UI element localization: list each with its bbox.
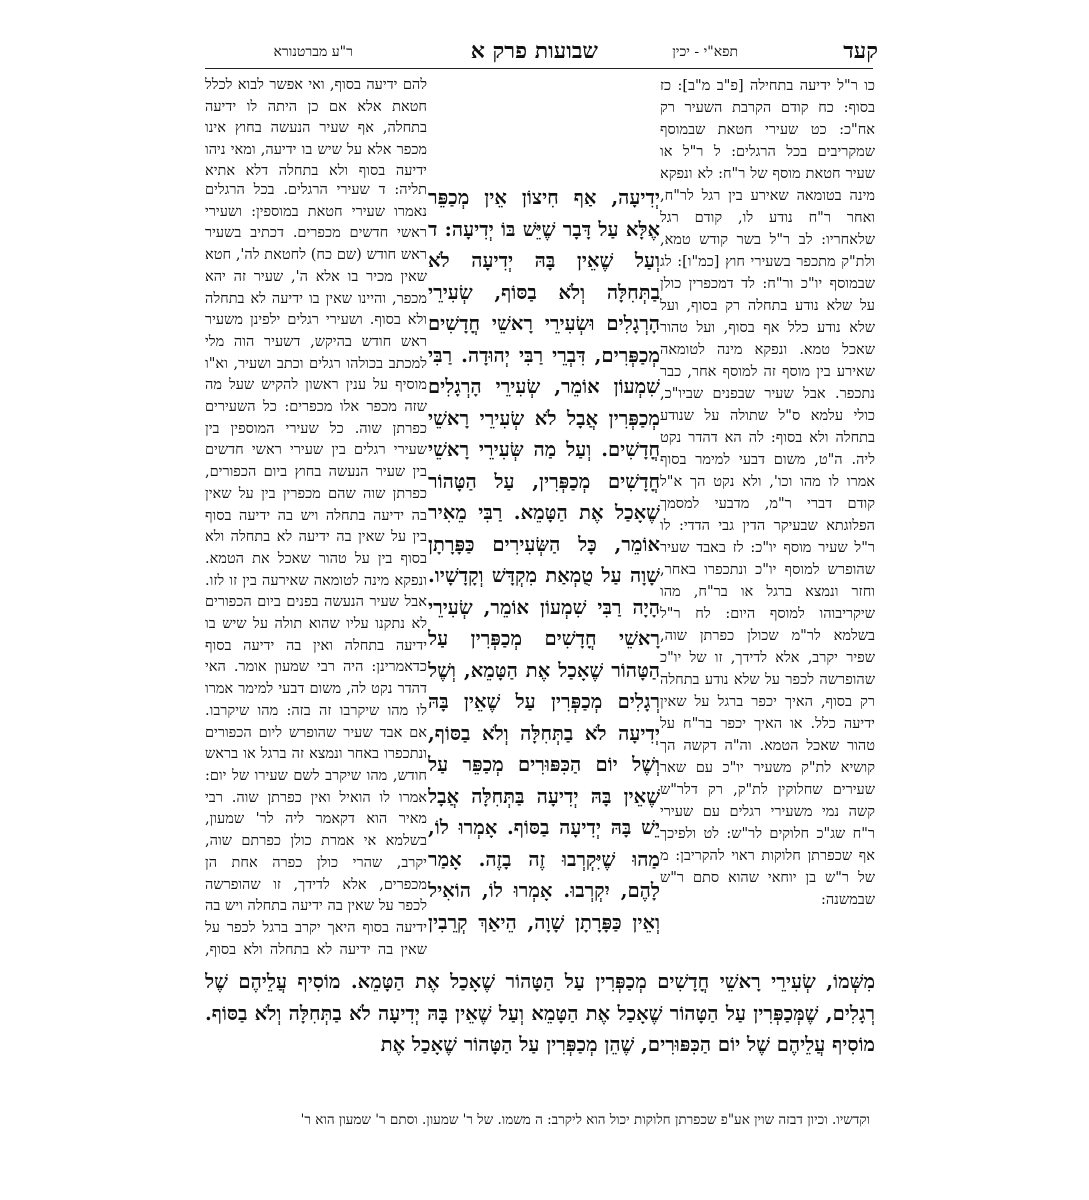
commentary-name: ר"ע מברטנורא (273, 44, 353, 60)
yachin-commentary-column: כו ר"ל ידיעה בתחילה [פ"ב מ"ב]: כז בסוף: כח קודם הקרבת השעיר רק אח"כ: כט שעירי חטאת שבמוסף שמקריבים בכל הרגלים: ל ר"ל או שעיר חטאת מוסף של ר"ח: לא ונפקא מינה בטומאה שאירע בין רגל לר"ח, ואחר ר"ח נודע לו, קודם רגל שלאחריו: לב ר"ל בשר קודש טמא, ולת"ק מתכפר בשעירי חוץ [כמ"ו]: לג שבמוסף יו"כ ור"ח: לד דמכפרין כולן על שלא נודע בתחלה רק בסוף, ועל שלא נודע כלל אף בסוף, ועל טהור שאכל טמא. ונפקא מינה לטומאה שאירע בין מוסף זה למוסף אחר, כבר נתכפר. אבל שעיר שבפנים שביו"כ, כולי עלמא ס"ל שתולה על שנודע בתחלה ולא בסוף: לה הא דהדר נקט ליה. ה"ט, משום דבעי למימר בסוף אמרו לו מהו וכו', ולא נקט הך א"ל קודם דברי ר"מ, מדבעי למסמך הפלוגתא שבעיקר הדין גבי הדדי: לו ר"ל שעיר מוסף יו"כ: לז באבד שעיר שהופרש למוסף יו"כ ונתכפרו באחר, וחזר ונמצא ברגל או בר"ח, מהו שיקריבוהו למוסף היום: לח ר"ל בשלמא לר"מ שכולן כפרתן שוה, שפיר יקרב, אלא לדידך, זו של יו"כ שהופרשה לכפר על שלא נודע בתחלה רק בסוף, האיך יכפר ברגל על שאין ידיעה כלל. או האיך יכפר בר"ח על טהור שאכל הטמא. וה"ה דקשה הך קושיא לת"ק משעיר יו"כ עם שאר שעירים שחלוקין לת"ק, רק דלר"ש קשה נמי משעירי רגלים עם שעירי ר"ח שג"כ חלוקים לר"ש: לט ולפיכך אף שכפרתן חלוקות ראוי להקריבן: מ של ר"ש בן יוחאי שהוא סתם ר"ש שבמשנה: (660, 78, 875, 908)
bartenura-commentary-top: להם ידיעה בסוף, ואי אפשר לבוא לכלל חטאת אלא אם כן היתה לו ידיעה בתחלה, אף שעיר הנעשה בחוץ אינו מכפר אלא על שיש בו ידיעה, ומאי ניהו ידיעה בסוף ולא בתחלה דלא אתיא (205, 77, 427, 179)
header-divider (205, 68, 873, 69)
running-header (208, 38, 878, 68)
page-number: קעד (843, 38, 878, 64)
footnote-line: וקדשיו. וכיון דבזה שוין אע"פ שכפרתן חלוקות יכול הוא ליקרב: ה משמו. של ר' שמעון. וסתם ר' שמעון הוא ר' (300, 1112, 870, 1128)
page-title: שבועות פרק א (470, 38, 598, 64)
commentary-range: תפא"י - יכין (672, 44, 738, 60)
mishnah-main-text: יְדִיעָה, אַף חִיצוֹן אֵין מְכַפֵּר אֶלָּא עַל דָּבָר שֶׁיֵּשׁ בּוֹ יְדִיעָה: ד וְעַל שֶׁאֵין בָּהּ יְדִיעָה לֹא בַתְּחִלָּה וְלֹא בַסּוֹף, שְׂעִירֵי הָרְגָלִים וּשְׂעִירֵי רָאשֵׁי חֳדָשִׁים מְכַפְּרִים, דִּבְרֵי רַבִּי יְהוּדָה. רַבִּי שִׁמְעוֹן אוֹמֵר, שְׂעִירֵי הָרְגָלִים מְכַפְּרִין אֲבָל לֹא שְׂעִירֵי רָאשֵׁי חֳדָשִׁים. וְעַל מַה שְּׂעִירֵי רָאשֵׁי חֳדָשִׁים מְכַפְּרִין, עַל הַטָּהוֹר שֶׁאָכַל אֶת הַטָּמֵא. רַבִּי מֵאִיר אוֹמֵר, כָּל הַשְּׂעִירִים כַּפָּרָתָן שָׁוָה עַל טֻמְאַת מִקְדָּשׁ וְקָדָשָׁיו. הָיָה רַבִּי שִׁמְעוֹן אוֹמֵר, שְׂעִירֵי רָאשֵׁי חֳדָשִׁים מְכַפְּרִין עַל הַטָּהוֹר שֶׁאָכַל אֶת הַטָּמֵא, וְשֶׁל רְגָלִים מְכַפְּרִין עַל שֶׁאֵין בָּהּ יְדִיעָה לֹא בַתְּחִלָּה וְלֹא בַסּוֹף, וְשֶׁל יוֹם הַכִּפּוּרִים מְכַפֵּר עַל שֶׁאֵין בָּהּ יְדִיעָה בַּתְּחִלָּה אֲבָל יֵשׁ בָּהּ יְדִיעָה בַסּוֹף. אָמְרוּ לוֹ, מַהוּ שֶׁיִּקְרְבוּ זֶה בָזֶה. אָמַר לָהֶם, יִקְרְבוּ. אָמְרוּ לוֹ, הוֹאִיל וְאֵין כַּפָּרָתָן שָׁוָה, הֵיאַךְ קְרֵבִין (428, 186, 660, 934)
bartenura-commentary-column: תליה: ד שעירי הרגלים. בכל הרגלים נאמרו שעירי חטאת במוספין: ושעירי ראשי חדשים מכפרים. דכתיב בשעיר ראש חודש (שם כח) לחטאת לה', חטא שאין מכיר בו אלא ה', שעיר זה יהא מכפר, והיינו שאין בו ידיעה לא בתחלה ולא בסוף. ושעירי רגלים ילפינן משעיר ראש חודש בהיקש, דשעיר הוה מלי למכתב בכולהו רגלים וכתב ושעיר, וא"ו מוסיף על ענין ראשון להקיש שעל מה שזה מכפר אלו מכפרים: כל השעירים כפרתן שוה. כל שעירי המוספין בין שעירי רגלים בין שעירי ראשי חדשים בין שעיר הנעשה בחוץ ביום הכפורים, כפרתן שוה שהם מכפרין בין על שאין בה ידיעה בתחלה ויש בה ידיעה בסוף בין על שאין בה ידיעה לא בתחלה ולא בסוף בין על טהור שאכל את הטמא. ונפקא מינה לטומאה שאירעה בין זו לזו. אבל שעיר הנעשה בפנים ביום הכפורים לא נתקנו עליו שהוא תולה על שיש בו ידיעה בתחלה ואין בה ידיעה בסוף כדאמרינן: היה רבי שמעון אומר. האי דהדר נקט לה, משום דבעי למימר אמרו לו מהו שיקרבו זה בזה: מהו שיקרבו. אם אבד שעיר שהופרש ליום הכפורים ונתכפרו באחר ונמצא זה ברגל או בראש חודש, מהו שיקרב לשם שעירו של יום: אמרו לו הואיל ואין כפרתן שוה. רבי מאיר הוא דקאמר ליה לר' שמעון, בשלמא אי אמרת כולן כפרתם שוה, יקרב, שהרי כולן כפרה אחת הן מכפרים, אלא לדידך, זו שהופרשה לכפר על שאין בה ידיעה בתחלה ויש בה ידיעה בסוף היאך יקרב ברגל לכפר על שאין בה ידיעה לא בתחלה ולא בסוף, (205, 182, 427, 958)
mishnah-continuation-text: מִשְּׁמוֹ, שְׂעִירֵי רָאשֵׁי חֳדָשִׁים מְכַפְּרִין עַל הַטָּהוֹר שֶׁאָכַל אֶת הַטָּמֵא. מוֹסִיף עֲלֵיהֶם שֶׁל רְגָלִים, שֶׁמְּכַפְּרִין עַל הַטָּהוֹר שֶׁאָכַל אֶת הַטָּמֵא וְעַל שֶׁאֵין בָּהּ יְדִיעָה לֹא בַתְּחִלָּה וְלֹא בַסּוֹף. מוֹסִיף עֲלֵיהֶם שֶׁל יוֹם הַכִּפּוּרִים, שֶׁהֵן מְכַפְּרִין עַל הַטָּהוֹר שֶׁאָכַל אֶת (205, 970, 875, 1056)
